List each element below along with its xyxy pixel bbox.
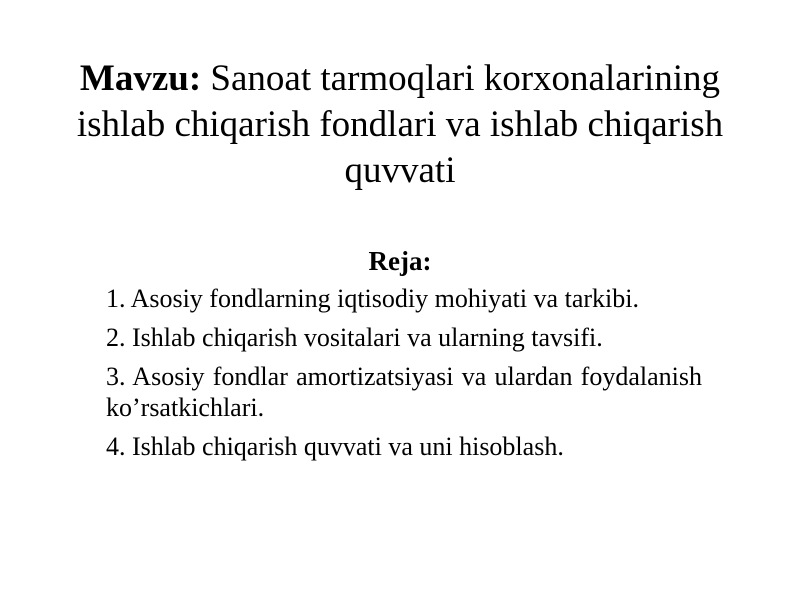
plan-item-3: 3. Asosiy fondlar amortizatsiyasi va ulardan foydalanish ko’rsatkichlari.: [106, 362, 702, 422]
plan-list: [106, 283, 702, 470]
plan-item-1: 1. Asosiy fondlarning iqtisodiy mohiyati va tarkibi.: [106, 284, 639, 313]
plan-item-4: 4. Ishlab chiqarish quvvati va uni hisoblash.: [106, 432, 564, 461]
plan-heading: Reja:: [368, 246, 432, 276]
slide-title: [40, 56, 760, 194]
title-lead: Mavzu:: [79, 58, 202, 99]
plan-item-2: 2. Ishlab chiqarish vositalari va ularning tavsifi.: [106, 323, 603, 352]
title-text: Sanoat tarmoqlari korxonalarining ishlab chiqarish fondlari va ishlab chiqarish quvvati: [76, 58, 724, 191]
